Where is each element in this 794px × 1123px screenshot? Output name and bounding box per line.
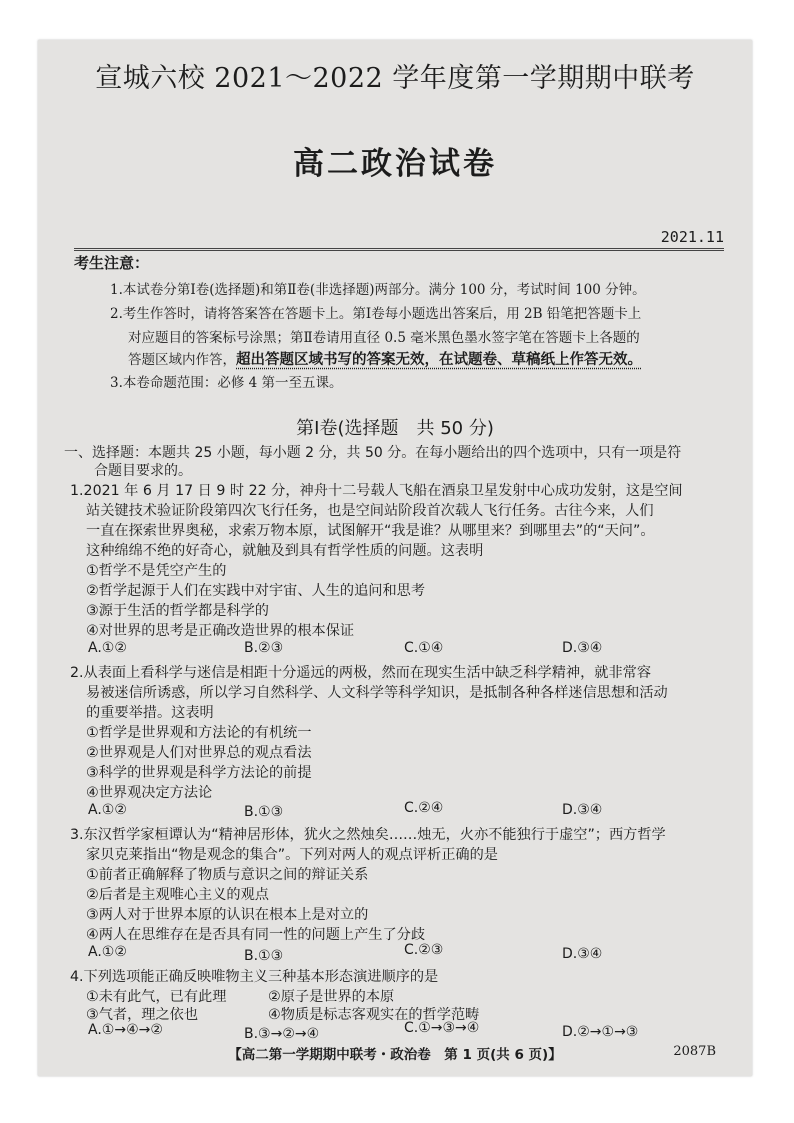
q1-option-d: D.③④ — [562, 640, 603, 656]
q4-statement-3: ③气者，理之依也 — [86, 1007, 199, 1023]
q3-stem-line-2: 家贝克莱指出“物是观念的集合”。下列对两人的观点评析正确的是 — [86, 847, 498, 863]
q4-option-a: A.①→④→② — [88, 1022, 163, 1038]
paper-code: 2087B — [673, 1044, 716, 1059]
q2-stem-line-2: 易被迷信所诱惑，所以学习自然科学、人文科学等科学知识，是抵制各种各样迷信思想和活动 — [86, 685, 668, 701]
section-title: 第Ⅰ卷(选择题 共 50 分) — [296, 418, 494, 439]
q1-statement-3: ③源于生活的哲学都是科学的 — [86, 603, 269, 619]
header-divider — [74, 248, 724, 251]
q1-statement-1: ①哲学不是凭空产生的 — [86, 563, 227, 579]
school-title: 宣城六校 2021～2022 学年度第一学期期中联考 — [95, 63, 695, 94]
q4-statement-4: ④物质是标志客观实在的哲学范畴 — [268, 1007, 480, 1023]
q4-statement-1: ①未有此气，已有此理 — [86, 989, 227, 1005]
q2-statement-2: ②世界观是人们对世界总的观点看法 — [86, 745, 312, 761]
section-instruction-line-2: 合题目要求的。 — [94, 463, 192, 479]
q3-statement-1: ①前者正确解释了物质与意识之间的辩证关系 — [86, 867, 369, 883]
q1-option-a: A.①② — [88, 640, 127, 656]
notice-item-3: 3.本卷命题范围：必修 4 第一至五课。 — [110, 375, 343, 391]
notice-item-2-line-3-text: 答题区域内作答， — [128, 352, 236, 368]
q3-option-d: D.③④ — [562, 946, 603, 962]
q1-statement-2: ②哲学起源于人们在实践中对宇宙、人生的追问和思考 — [86, 583, 426, 599]
q3-statement-2: ②后者是主观唯心主义的观点 — [86, 887, 269, 903]
notice-item-1: 1.本试卷分第Ⅰ卷(选择题)和第Ⅱ卷(非选择题)两部分。满分 100 分，考试时间 100 分钟。 — [110, 282, 646, 298]
q2-stem-line-3: 的重要举措。这表明 — [86, 705, 214, 721]
section-instruction-line-1: 一、选择题：本题共 25 小题，每小题 2 分，共 50 分。在每小题给出的四个选项中，只有一项是符 — [64, 445, 682, 461]
notice-item-2-line-3 — [128, 348, 642, 369]
notice-item-2-line-1: 2.考生作答时，请将答案答在答题卡上。第Ⅰ卷每小题选出答案后，用 2B 铅笔把答题卡上 — [110, 306, 642, 322]
q4-stem-line-1: 4.下列选项能正确反映唯物主义三种基本形态演进顺序的是 — [70, 969, 439, 985]
q2-stem-line-1: 2.从表面上看科学与迷信是相距十分遥远的两极，然而在现实生活中缺乏科学精神，就非常容 — [70, 665, 652, 681]
q2-statement-4: ④世界观决定方法论 — [86, 785, 213, 801]
q3-statement-3: ③两人对于世界本原的认识在根本上是对立的 — [86, 907, 369, 923]
q2-option-a: A.①② — [88, 802, 127, 818]
q3-option-a: A.①② — [88, 944, 127, 960]
q4-statement-2: ②原子是世界的本原 — [268, 989, 395, 1005]
q3-statement-4: ④两人在思维存在是否具有同一性的问题上产生了分歧 — [86, 927, 426, 943]
exam-paper — [38, 40, 752, 1076]
q1-stem-line-2: 站关键技术验证阶段第四次飞行任务，也是空间站阶段首次载人飞行任务。古往今来，人们 — [86, 503, 654, 519]
notice-title: 考生注意： — [74, 254, 150, 272]
q1-stem-line-3: 一直在探索世界奥秘，求索万物本原，试图解开“我是谁？从哪里来？到哪里去”的“天问”。 — [86, 523, 655, 539]
q2-option-d: D.③④ — [562, 802, 603, 818]
exam-title: 高二政治试卷 — [293, 146, 497, 182]
q1-option-c: C.①④ — [404, 640, 444, 656]
q2-option-b: B.①③ — [244, 804, 284, 820]
page-footer: 【高二第一学期期中联考・政治卷 第 1 页(共 6 页)】 — [228, 1047, 562, 1063]
q1-option-b: B.②③ — [244, 640, 284, 656]
exam-date: 2021.11 — [660, 228, 724, 246]
q3-stem-line-1: 3.东汉哲学家桓谭认为“精神居形体，犹火之然烛矣……烛无，火亦不能独行于虚空”；西方哲学 — [70, 827, 666, 843]
q4-option-b: B.③→②→④ — [244, 1026, 320, 1042]
q3-option-c: C.②③ — [404, 942, 444, 958]
q4-option-d: D.②→①→③ — [562, 1024, 639, 1040]
q1-stem-line-4: 这种绵绵不绝的好奇心，就触及到具有哲学性质的问题。这表明 — [86, 543, 484, 559]
q2-option-c: C.②④ — [404, 800, 444, 816]
q1-stem-line-1: 1.2021 年 6 月 17 日 9 时 22 分，神舟十二号载人飞船在酒泉卫星发射中心成功发射，这是空间 — [70, 483, 683, 499]
q2-statement-3: ③科学的世界观是科学方法论的前提 — [86, 765, 312, 781]
q2-statement-1: ①哲学是世界观和方法论的有机统一 — [86, 725, 312, 741]
notice-item-2-line-2: 对应题目的答案标号涂黑；第Ⅱ卷请用直径 0.5 毫米黑色墨水签字笔在答题卡上各题的 — [128, 330, 640, 346]
q4-option-c: C.①→③→④ — [404, 1020, 480, 1036]
q3-option-b: B.①③ — [244, 948, 284, 964]
notice-emphasis: 超出答题区域书写的答案无效，在试题卷、草稿纸上作答无效。 — [236, 352, 642, 368]
q1-statement-4: ④对世界的思考是正确改造世界的根本保证 — [86, 623, 355, 639]
